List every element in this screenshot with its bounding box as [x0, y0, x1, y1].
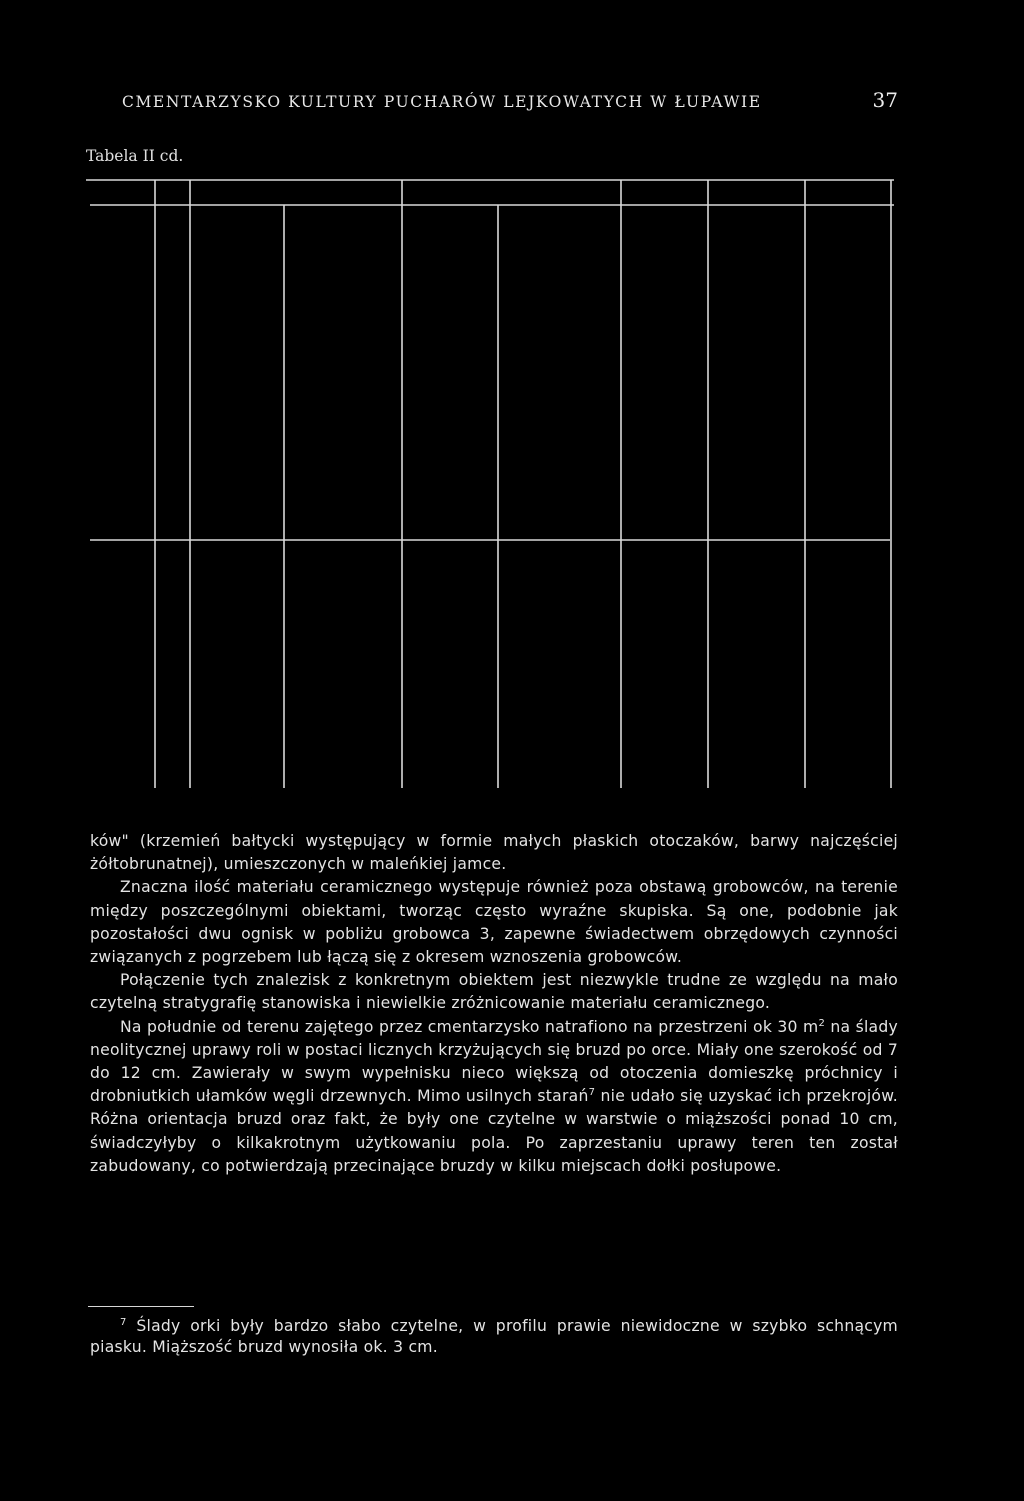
- footnote-marker: 7: [120, 1316, 127, 1328]
- superscript-exponent: 2: [818, 1017, 826, 1029]
- empty-table-frame: [80, 170, 900, 790]
- paragraph: Połączenie tych znalezisk z konkretnym obiektem jest niezwykle trudne ze względu na mało czytelną stratygrafię stanowiska i niewielkie zróżnicowanie materiału ceramicznego.: [90, 971, 898, 1013]
- footnote-separator: [88, 1306, 194, 1307]
- footnote: [90, 1316, 898, 1358]
- paragraph-text: nie udało się uzyskać ich przekrojów. Różna orientacja bruzd oraz fakt, że były one czytelne w warstwie o miąższości ponad 10 cm, świadczyłyby o kilkakrotnym użytkowaniu pola. Po zaprzestaniu uprawy teren ten został zabudowany, co potwierdzają przecinające bruzdy w kilku miejscach dołki posłupowe.: [90, 1087, 898, 1175]
- table-caption: Tabela II cd.: [86, 147, 184, 165]
- paragraph: ków" (krzemień bałtycki występujący w formie małych płaskich otoczaków, barwy najczęściej żółtobrunatnej), umieszczonych w maleńkiej jamce.: [90, 832, 898, 874]
- running-header-title: CMENTARZYSKO KULTURY PUCHARÓW LEJKOWATYCH W ŁUPAWIE: [122, 93, 762, 111]
- paragraph-text: Na południe od terenu zajętego przez cmentarzysko natrafiono na przestrzeni ok 30 m: [120, 1017, 819, 1036]
- footnote-text: Ślady orki były bardzo słabo czytelne, w profilu prawie niewidoczne w szybko schnącym piasku. Miąższość bruzd wynosiła ok. 3 cm.: [90, 1317, 898, 1356]
- footnote-reference: 7: [588, 1087, 596, 1099]
- paragraph: [90, 1016, 898, 1178]
- page-number: 37: [872, 88, 898, 112]
- paragraph: Znaczna ilość materiału ceramicznego występuje również poza obstawą grobowców, na terenie między poszczególnymi obiektami, tworząc często wyraźne skupiska. Są one, podobnie jak pozostałości dwu ognisk w pobliżu grobowca 3, zapewne świadectwem obrzędowych czynności związanych z pogrzebem lub łączą się z okresem wznoszenia grobowców.: [90, 878, 898, 967]
- body-text: [90, 830, 898, 1178]
- paragraph-text: na ślady neolitycznej uprawy roli w postaci licznych krzyżujących się bruzd po orce. Miały one szerokość od 7 do 12 cm. Zawierały w swym wypełnisku nieco większą od otoczenia domieszkę próchnicy i drobniutkich ułamków węgli drzewnych. Mimo usilnych starań: [90, 1017, 899, 1106]
